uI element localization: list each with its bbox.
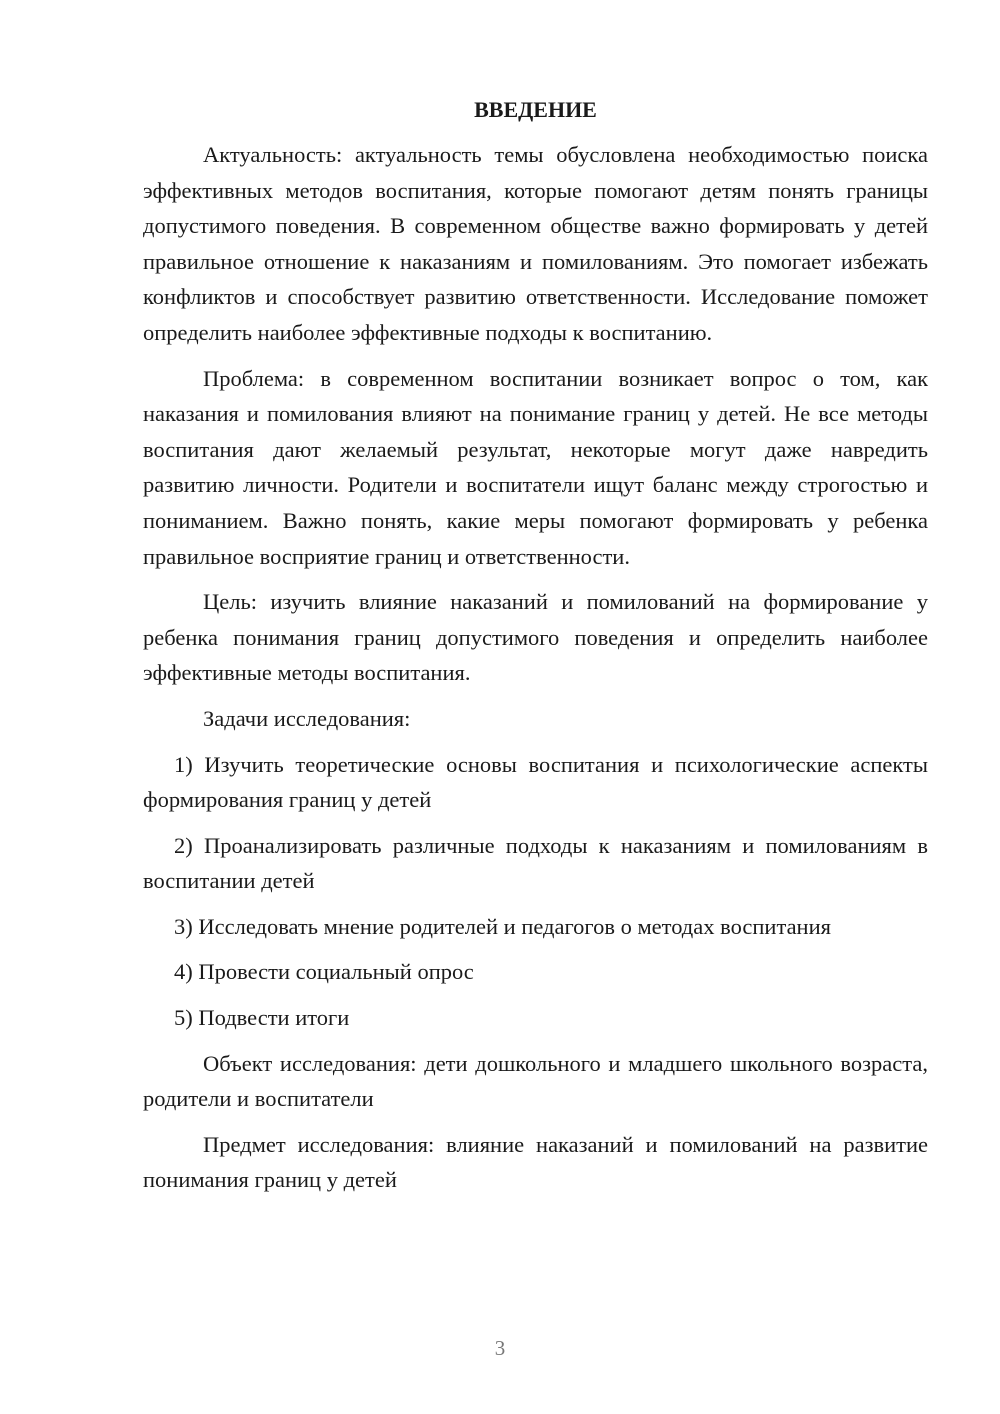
section-title: ВВЕДЕНИЕ — [474, 97, 597, 122]
task-item-2: 2) Проанализировать различные подходы к наказаниям и помилованиям в воспитании детей — [143, 832, 928, 894]
task-item-3: 3) Исследовать мнение родителей и педагогов о методах воспитания — [174, 913, 831, 939]
task-item-1: 1) Изучить теоретические основы воспитания и психологические аспекты формирования границ у детей — [143, 751, 928, 813]
page-content — [143, 92, 928, 1208]
relevance-paragraph: Актуальность: актуальность темы обусловлена необходимостью поиска эффективных методов воспитания, которые помогают детям понять границы допустимого поведения. В современном обществе важно формировать у детей правильное отношение к наказаниям и помилованиям. Это помогает избежать конфликтов и способствует развитию ответственности. Исследование поможет определить наиболее эффективные подходы к воспитанию. — [143, 142, 928, 345]
research-object-paragraph: Объект исследования: дети дошкольного и младшего школьного возраста, родители и воспитатели — [143, 1050, 928, 1112]
problem-paragraph: Проблема: в современном воспитании возникает вопрос о том, как наказания и помилования влияют на понимание границ у детей. Не все методы воспитания дают желаемый результат, некоторые могут даже навредить развитию личности. Родители и воспитатели ищут баланс между строгостью и пониманием. Важно понять, какие меры помогают формировать у ребенка правильное восприятие границ и ответственности. — [143, 365, 928, 569]
page-number: 3 — [494, 1336, 506, 1360]
research-subject-paragraph: Предмет исследования: влияние наказаний и помилований на развитие понимания границ у детей — [143, 1131, 928, 1193]
goal-paragraph: Цель: изучить влияние наказаний и помилований на формирование у ребенка понимания границ допустимого поведения и определить наиболее эффективные методы воспитания. — [143, 589, 928, 686]
task-item-5: 5) Подвести итоги — [174, 1005, 350, 1031]
tasks-heading: Задачи исследования: — [203, 705, 411, 731]
task-item-4: 4) Провести социальный опрос — [174, 959, 474, 985]
